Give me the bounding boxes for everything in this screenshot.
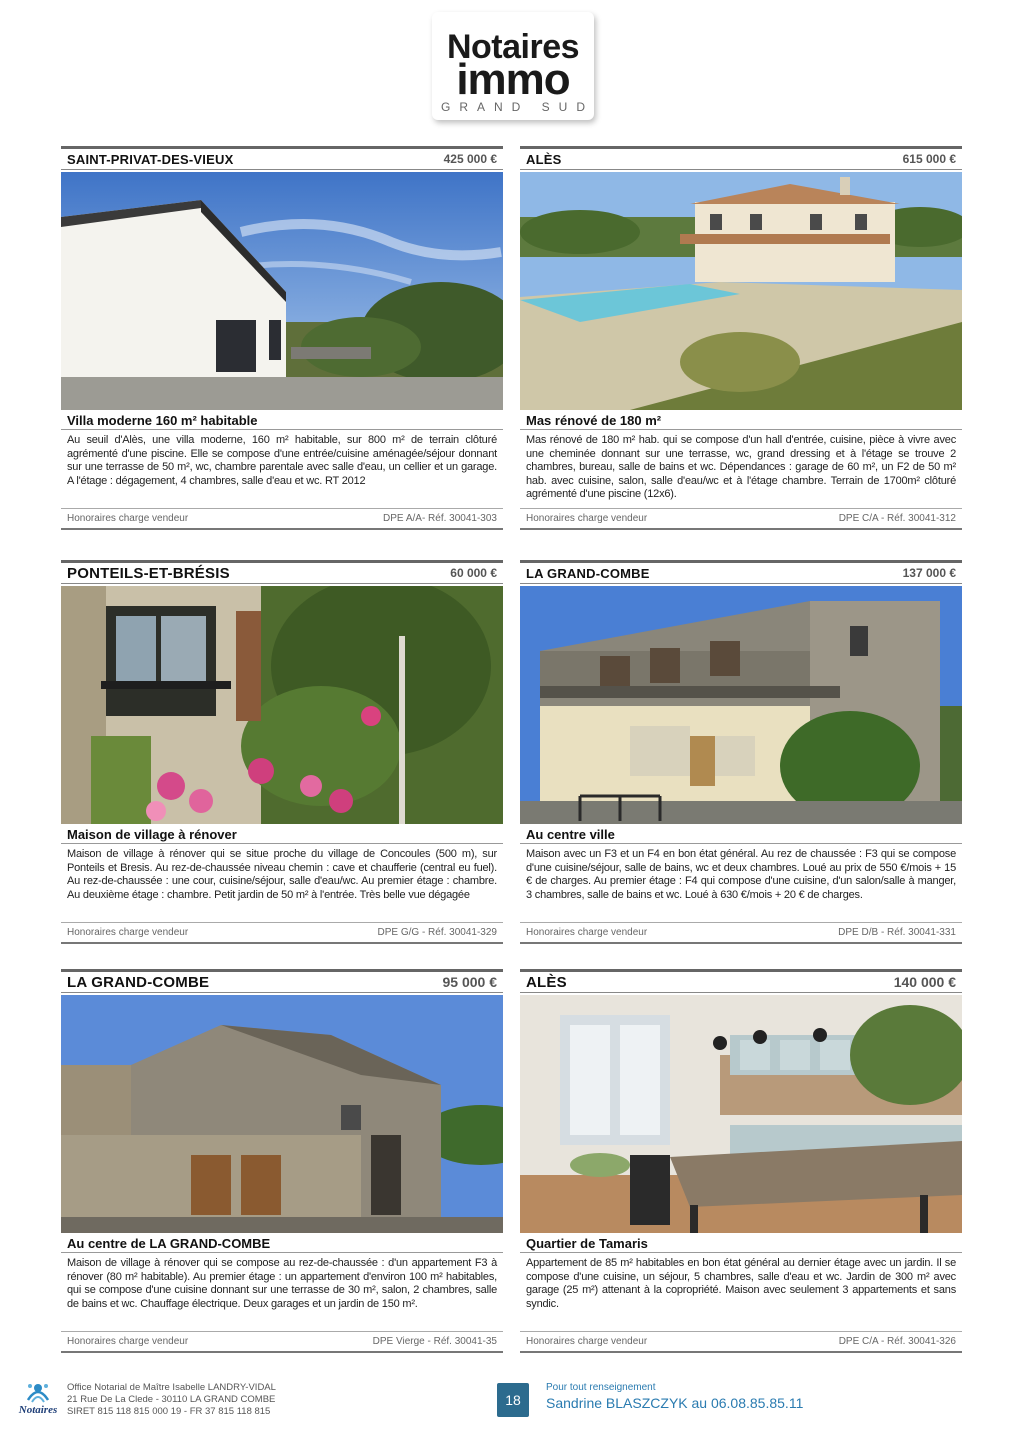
listing-header <box>61 560 503 584</box>
logo-line-2: immo <box>456 55 570 104</box>
listing-ref: DPE G/G - Réf. 30041-329 <box>377 927 497 938</box>
listing-footer <box>61 1331 503 1353</box>
listing-ref: DPE Vierge - Réf. 30041-35 <box>372 1336 497 1347</box>
listing-photo <box>520 586 962 824</box>
listing-city: ALÈS <box>526 973 567 991</box>
listing-city: LA GRAND-COMBE <box>526 565 650 581</box>
listing-header <box>520 560 962 584</box>
listing-footer <box>520 1331 962 1353</box>
contact-info <box>546 1382 803 1411</box>
listing-description: Appartement de 85 m² habitables en bon état général au dernier étage avec un jardin. Il se compose d'une cuisine, un séjour, 5 chambres, salle d'eau et wc. Jardin de 300 m² avec garage (25 m²) attenant à la copropriété. Maison avec seulement 3 appartements et sans syndic. <box>526 1257 956 1310</box>
listing-ref: DPE C/A - Réf. 30041-312 <box>838 513 956 524</box>
office-address: 21 Rue De La Clede - 30110 LA GRAND COMBE <box>67 1394 276 1405</box>
listing-photo <box>520 172 962 410</box>
listing-header <box>520 969 962 993</box>
listing-ref: DPE A/A- Réf. 30041-303 <box>383 513 497 524</box>
listing-header <box>61 969 503 993</box>
listing-price: 140 000 € <box>893 974 956 990</box>
listing-footer <box>61 508 503 530</box>
listing-description: Maison de village à rénover qui se compose au rez-de-chaussée : d'un appartement F3 à rénover (80 m² habitable). Au premier étage : un appartement d'environ 100 m² habitables, qui se compose d'une cuisine donnant sur une terrasse de 30 m², salon, 2 chambres, salle de bains et wc. Chauffage électrique. Deux garages et un jardin de 150 m². <box>67 1257 497 1310</box>
listing-ref: DPE C/A - Réf. 30041-326 <box>838 1336 956 1347</box>
notaires-emblem-icon <box>14 1378 62 1422</box>
listing-city: SAINT-PRIVAT-DES-VIEUX <box>67 151 234 167</box>
listing-header <box>520 146 962 170</box>
listing-description: Au seuil d'Alès, une villa moderne, 160 m² habitable, sur 800 m² de terrain clôturé agrémenté d'une piscine. Elle se compose d'une entrée/cuisine aménagée/séjour donnant sur une terrasse de 50 m², wc, chambre parentale avec salle d'eau, un cellier et un garage. A l'étage : dégagement, 4 chambres, salle d'eau et wc. RT 2012 <box>67 434 497 487</box>
listing-title: Au centre ville <box>520 824 962 844</box>
emblem-word: Notaires <box>18 1404 58 1416</box>
listing-title: Quartier de Tamaris <box>520 1233 962 1253</box>
logo <box>432 12 594 120</box>
contact-label: Pour tout renseignement <box>546 1382 656 1393</box>
office-siret: SIRET 815 118 815 000 19 - FR 37 815 118 815 <box>67 1406 271 1417</box>
listing-title: Villa moderne 160 m² habitable <box>61 410 503 430</box>
logo-line-1: Notaires <box>446 28 580 66</box>
listing-price: 425 000 € <box>443 152 497 166</box>
listing-photo <box>61 995 503 1233</box>
listing-fees: Honoraires charge vendeur <box>67 1336 189 1347</box>
page-number: 18 <box>497 1383 529 1417</box>
listing-price: 95 000 € <box>442 974 497 990</box>
listing-card <box>61 560 503 944</box>
listing-card <box>61 969 503 1353</box>
listing-fees: Honoraires charge vendeur <box>67 513 189 524</box>
listing-footer <box>61 922 503 944</box>
contact-person: Sandrine BLASZCZYK au 06.08.85.85.11 <box>546 1395 804 1411</box>
listing-header <box>61 146 503 170</box>
listing-card <box>520 146 962 530</box>
listing-photo <box>61 172 503 410</box>
listing-description: Mas rénové de 180 m² hab. qui se compose d'un hall d'entrée, cuisine, pièce à vivre avec une cheminée donnant sur une terrasse, wc, grand dressing et à l'étage se trouve 2 chambres, bureau, salle de bains et wc. Dépendances : garage de 60 m², un F2 de 50 m² hab. avec cuisine, salon, salle d'eau/wc et à l'étage chambre. Terrain de 1700m² clôturé agrémenté d'une piscine (12x6). <box>526 434 956 500</box>
listing-card <box>520 560 962 944</box>
listing-photo <box>520 995 962 1233</box>
listing-fees: Honoraires charge vendeur <box>526 927 648 938</box>
listing-description: Maison de village à rénover qui se situe proche du village de Concoules (500 m), sur Ponteils et Bresis. Au rez-de-chaussée niveau chemin : cave et chaufferie (central eu fuel). Au rez-de-chaussée : une cour, cuisine/séjour, salle d'eau/wc. Au premier étage : chambre. Au deuxième étage : chambre. Petit jardin de 50 m² à l'entrée. Très belle vue dégagée <box>67 848 497 901</box>
listing-fees: Honoraires charge vendeur <box>526 513 648 524</box>
listing-city: PONTEILS-ET-BRÉSIS <box>67 564 230 582</box>
listing-fees: Honoraires charge vendeur <box>526 1336 648 1347</box>
listing-description: Maison avec un F3 et un F4 en bon état général. Au rez de chaussée : F3 qui se compose d'une cuisine/séjour, salle de bains, wc et deux chambres. Loué au prix de 550 €/mois + 15 € de charges. Au premier étage : F4 qui compose d'une cuisine, d'un salon/salle à manger, 3 chambres, salle de bains et wc. Loué à 630 €/mois + 20 € de charges. <box>526 848 956 901</box>
listing-city: ALÈS <box>526 151 562 167</box>
listing-footer <box>520 922 962 944</box>
listing-city: LA GRAND-COMBE <box>67 973 210 991</box>
listing-title: Au centre de LA GRAND-COMBE <box>61 1233 503 1253</box>
listing-footer <box>520 508 962 530</box>
listing-card <box>520 969 962 1353</box>
office-name: Office Notarial de Maître Isabelle LANDRY-VIDAL <box>67 1382 276 1393</box>
footer-office <box>14 1378 354 1428</box>
logo-line-3: GRAND SUD <box>441 100 595 114</box>
listing-fees: Honoraires charge vendeur <box>67 927 189 938</box>
listing-price: 60 000 € <box>450 566 497 580</box>
listing-photo <box>61 586 503 824</box>
listing-title: Maison de village à rénover <box>61 824 503 844</box>
listing-card <box>61 146 503 530</box>
listing-price: 615 000 € <box>902 152 956 166</box>
listing-title: Mas rénové de 180 m² <box>520 410 962 430</box>
listing-price: 137 000 € <box>902 566 956 580</box>
listing-ref: DPE D/B - Réf. 30041-331 <box>838 927 956 938</box>
